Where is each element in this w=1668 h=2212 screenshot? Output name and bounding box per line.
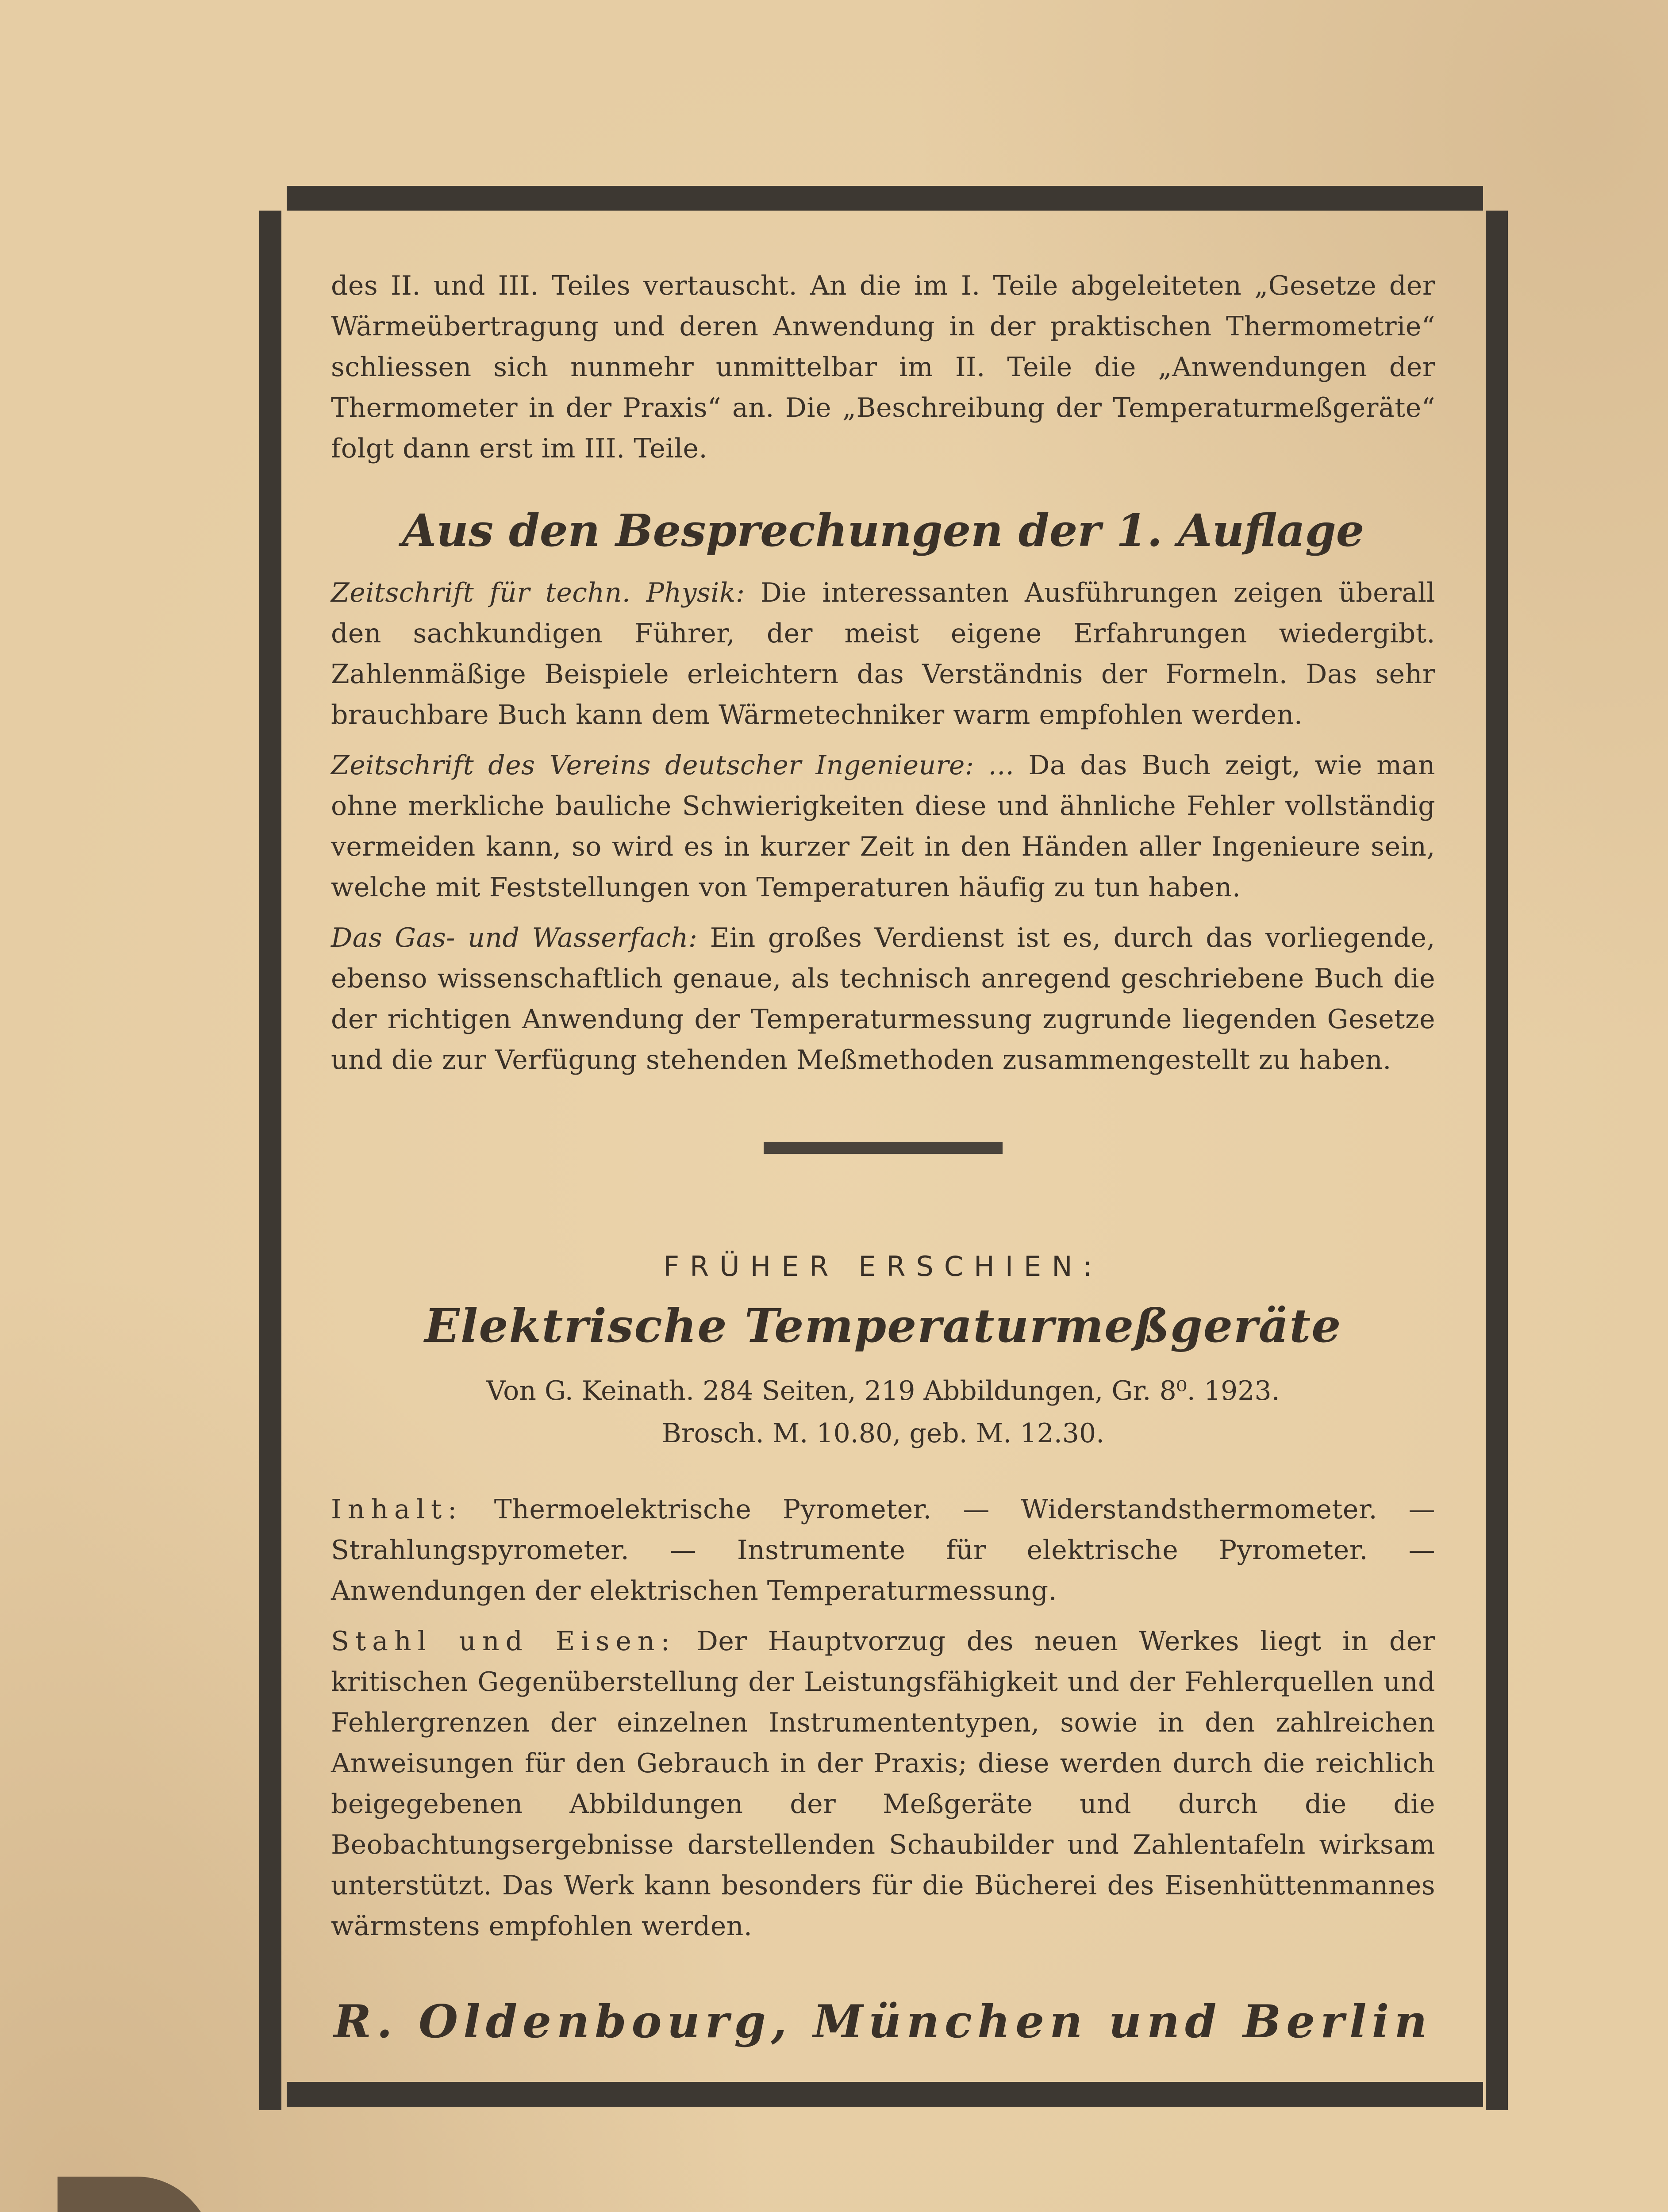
section-divider	[764, 1142, 1003, 1154]
book-title: Elektrische Temperaturmeßgeräte	[424, 1298, 1342, 1353]
page-content	[331, 265, 1435, 2079]
review-text: Die interessanten Ausführungen zeigen überall den sachkundigen Führer, der meist eigene Erfahrungen wiedergibt. Zahlenmäßige Beispiele erleichtern das Verständnis der Formeln. Das sehr brauchbare Buch kann dem Wärmetechniker warm empfohlen werden.	[331, 577, 1435, 730]
review-text: Da das Buch zeigt, wie man ohne merkliche bauliche Schwierigkeiten diese und ähnliche Fehler vollständig vermeiden kann, so wird es in kurzer Zeit in den Händen aller Ingenieure sein, welche mit Feststellungen von Temperaturen häufig zu tun haben.	[331, 750, 1435, 903]
book-review-text: Der Hauptvorzug des neuen Werkes liegt in der kritischen Gegenüberstellung der Leistungsfähigkeit und der Fehlerquellen und Fehlergrenzen der einzelnen Instrumententypen, sowie in den zahlreichen Anweisungen für den Gebrauch in der Praxis; diese werden durch die reichlich beigegebenen Abbildungen der Meßgeräte und durch die die Beobachtungsergebnisse darstellenden Schaubilder und Zahlentafeln wirksam unterstützt. Das Werk kann besonders für die Bücherei des Eisenhüttenmannes wärmstens empfohlen werden.	[331, 1626, 1435, 1942]
book-review	[331, 1621, 1435, 1947]
book-contents	[331, 1489, 1435, 1611]
earlier-label: FRÜHER ERSCHIEN:	[663, 1250, 1103, 1283]
book-contents-text: Thermoelektrische Pyrometer. — Widerstandsthermometer. — Strahlungspyrometer. — Instrumente für elektrische Pyrometer. — Anwendungen der elektrischen Temperaturmessung.	[331, 1494, 1435, 1606]
book-details-line2: Brosch. M. 10.80, geb. M. 12.30.	[661, 1418, 1105, 1449]
frame-right-border	[1486, 211, 1508, 2110]
publisher-imprint: R. Oldenbourg, München und Berlin	[334, 1995, 1433, 2048]
review-source: Zeitschrift des Vereins deutscher Ingenieure: ...	[331, 750, 1015, 781]
frame-left-border	[259, 211, 281, 2110]
reviews-heading: Aus den Besprechungen der 1. Auflage	[402, 504, 1364, 557]
frame-top-border	[287, 186, 1483, 211]
book-details-line1: Von G. Keinath. 284 Seiten, 219 Abbildungen, Gr. 8⁰. 1923.	[486, 1375, 1280, 1406]
frame-bottom-border	[287, 2082, 1483, 2107]
book-review-source: Stahl und Eisen:	[331, 1626, 676, 1657]
review-item	[331, 918, 1435, 1080]
review-item	[331, 572, 1435, 735]
review-source: Zeitschrift für techn. Physik:	[331, 577, 745, 608]
book-contents-label: Inhalt:	[331, 1494, 463, 1525]
intro-paragraph: des II. und III. Teiles vertauscht. An die im I. Teile abgeleiteten „Gesetze der Wärmeübertragung und deren Anwendung in der praktischen Thermometrie“ schliessen sich nunmehr unmittelbar im II. Teile die „Anwendungen der Thermometer in der Praxis“ an. Die „Beschreibung der Temperaturmeßgeräte“ folgt dann erst im III. Teile.	[331, 270, 1435, 464]
review-item	[331, 745, 1435, 908]
review-source: Das Gas- und Wasserfach:	[331, 922, 698, 953]
review-text: Ein großes Verdienst ist es, durch das vorliegende, ebenso wissenschaftlich genaue, als technisch anregend geschriebene Buch die der richtigen Anwendung der Temperaturmessung zugrunde liegenden Gesetze und die zur Verfügung stehenden Meßmethoden zusammengestellt zu haben.	[331, 922, 1436, 1075]
